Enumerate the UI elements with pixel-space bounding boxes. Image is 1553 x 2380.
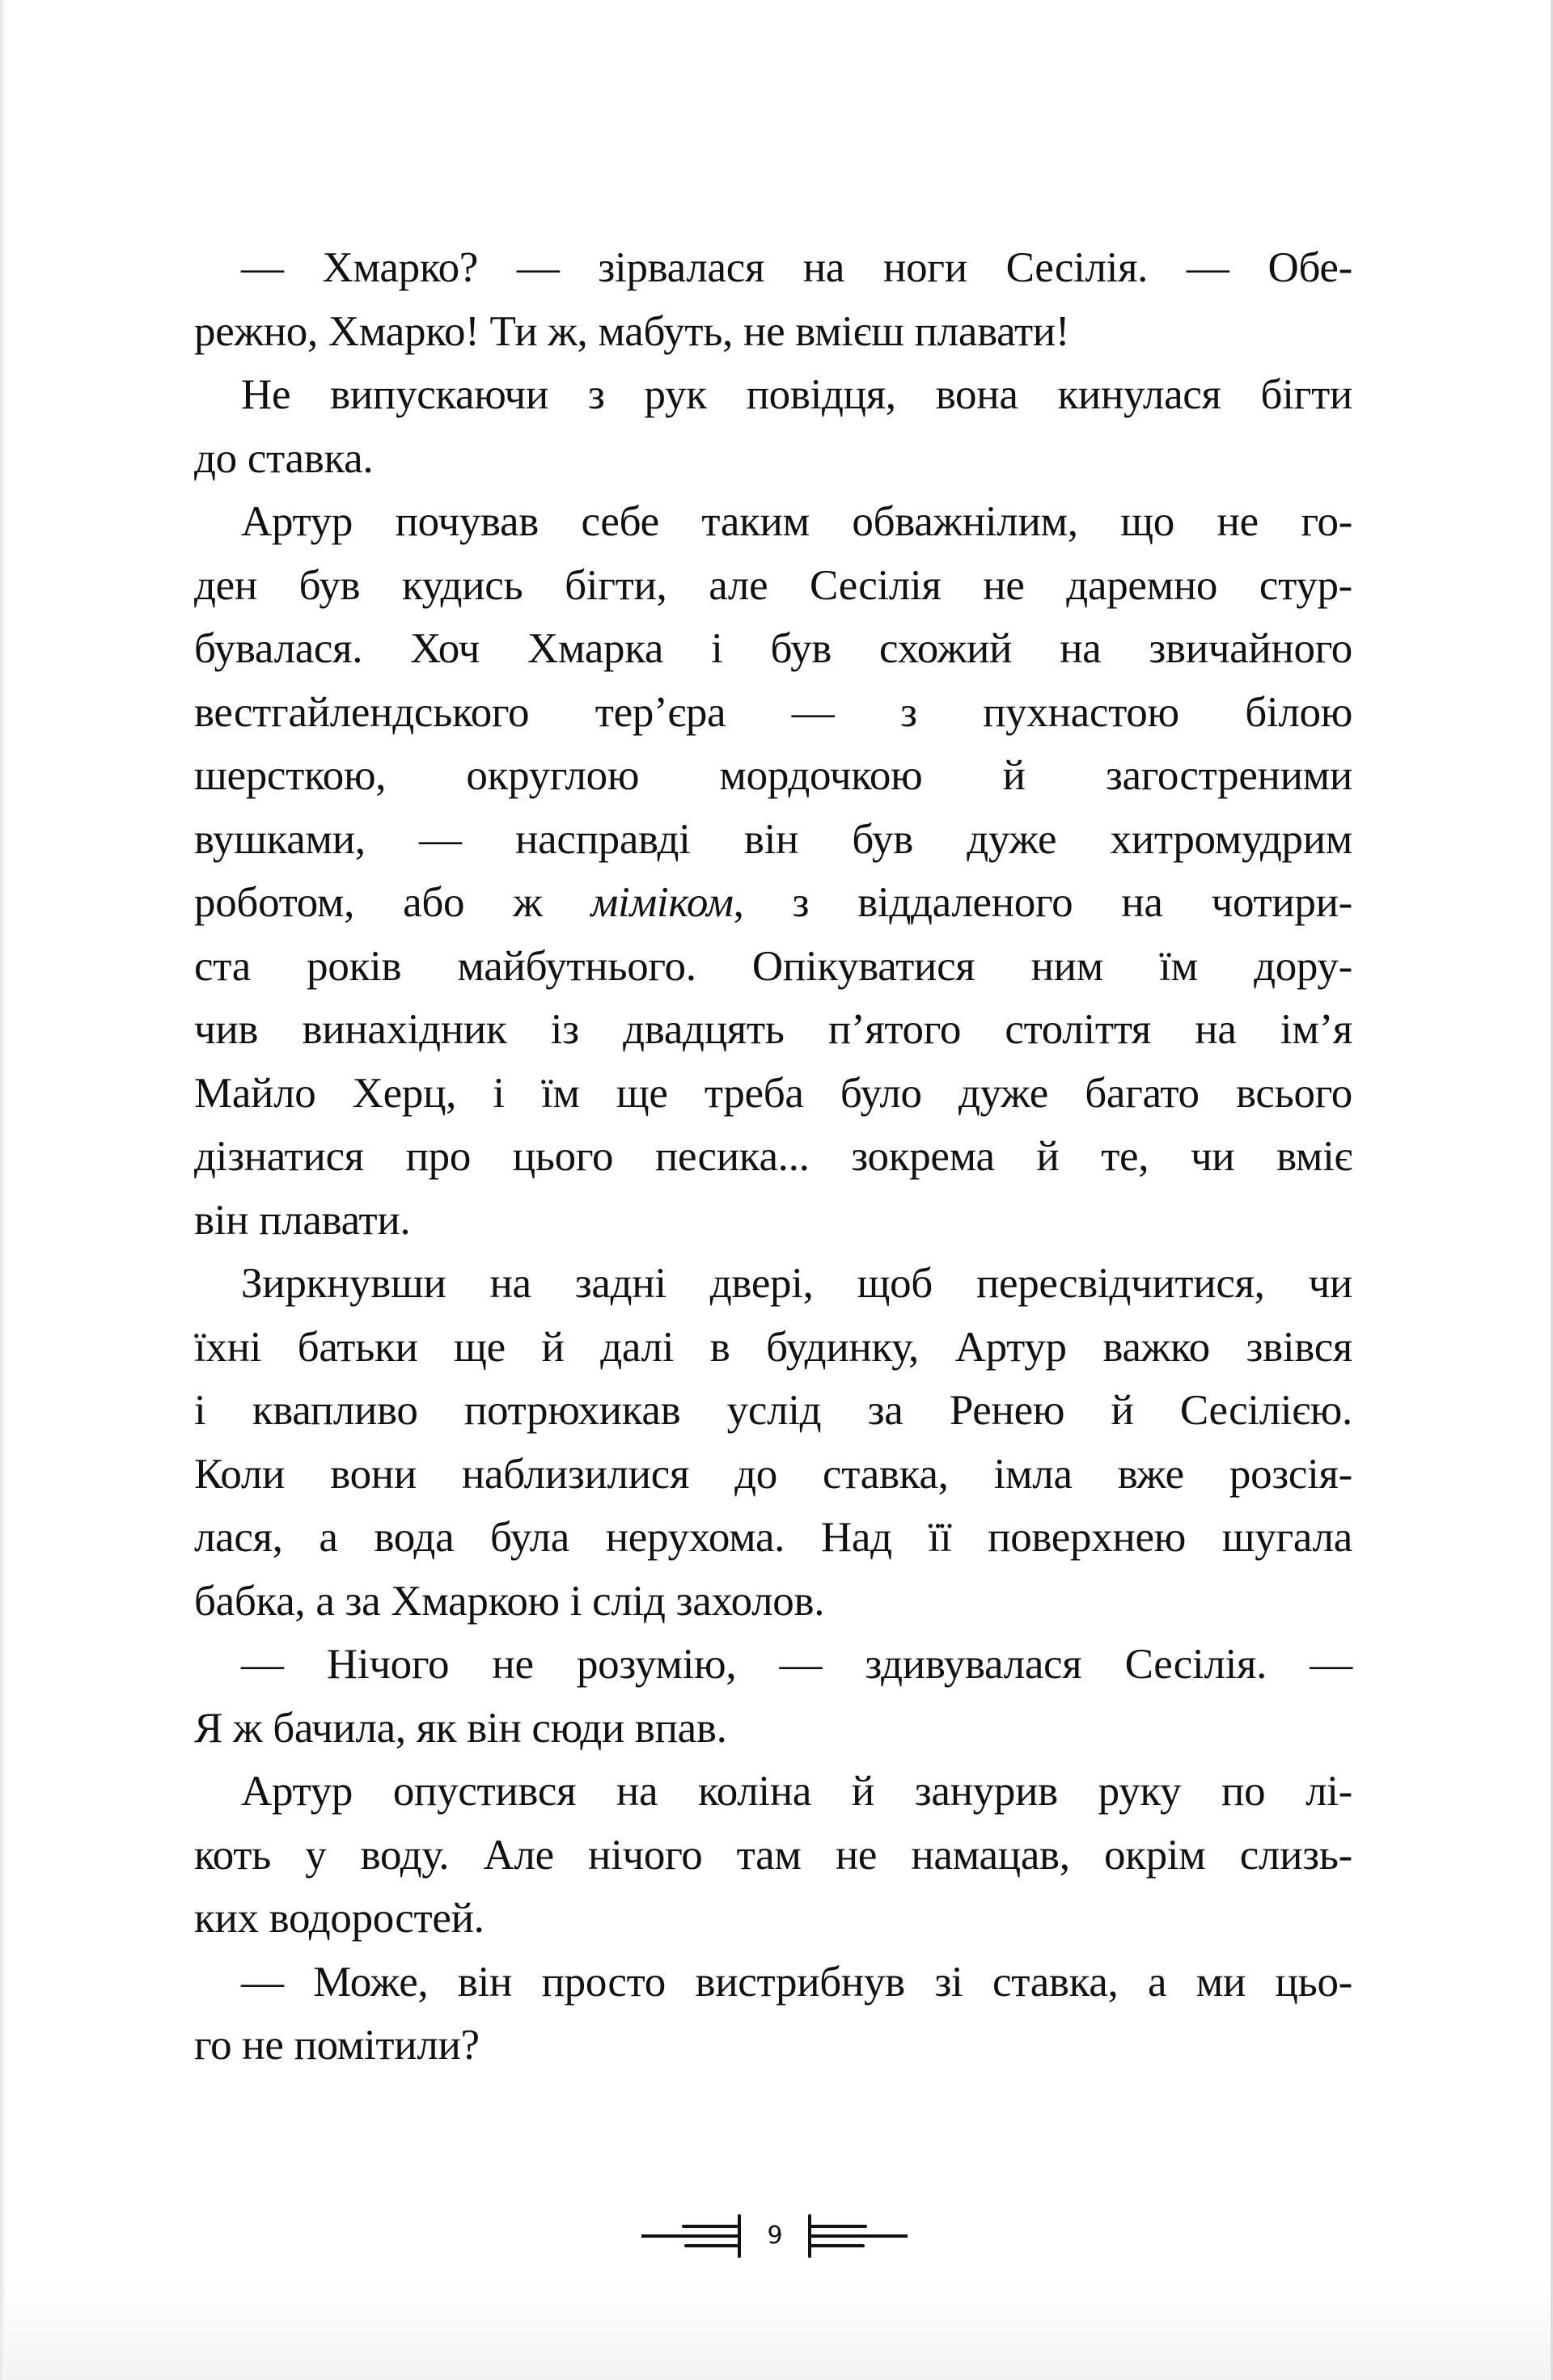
text-segment: ден був кудись бігти, але Сесілія не даремно стур- xyxy=(194,561,1352,609)
text-line xyxy=(194,1760,1352,1823)
text-line xyxy=(194,1570,1352,1633)
text-segment: Артур опустився на коліна й занурив руку по лі- xyxy=(241,1768,1352,1815)
text-segment: ких водоростей. xyxy=(194,1895,485,1942)
text-line-content xyxy=(194,427,1352,490)
text-line-content xyxy=(241,1951,1352,2014)
text-line xyxy=(194,1252,1352,1315)
text-line-content xyxy=(194,1125,1352,1188)
text-segment: Не випускаючи з рук повідця, вона кинулася бігти xyxy=(241,371,1352,418)
text-line-content xyxy=(194,1570,1352,1633)
text-line xyxy=(194,998,1352,1061)
text-segment: Майло Херц, і їм ще треба було дуже багато всього xyxy=(194,1069,1352,1117)
text-segment: Коли вони наблизилися до ставка, імла вже розсія- xyxy=(194,1450,1352,1498)
text-line-content xyxy=(194,1379,1352,1442)
text-line xyxy=(194,681,1352,744)
text-segment: Артур почував себе таким обважнілим, що не го- xyxy=(241,498,1352,545)
text-segment: шерсткою, округлою мордочкою й загостреними xyxy=(194,752,1352,799)
text-segment: коть у воду. Але нічого там не намацав, окрім слизь- xyxy=(194,1831,1352,1879)
text-segment: до ставка. xyxy=(194,434,374,482)
text-line xyxy=(194,808,1352,871)
text-line-content xyxy=(241,236,1352,299)
text-line-content xyxy=(194,871,1352,934)
text-line xyxy=(194,236,1352,299)
text-segment: го не помітили? xyxy=(194,2022,480,2069)
text-segment: роботом, або ж xyxy=(194,879,591,926)
text-line xyxy=(194,1189,1352,1252)
text-line xyxy=(194,1379,1352,1442)
text-line-content xyxy=(194,617,1352,680)
text-segment: дізнатися про цього песика... зокрема й те, чи вміє xyxy=(194,1133,1352,1180)
text-line-content xyxy=(241,363,1352,426)
text-line-content xyxy=(241,1760,1352,1823)
page-number-folio xyxy=(641,2214,908,2258)
text-line-content xyxy=(194,744,1352,807)
text-line-content xyxy=(194,300,1352,363)
text-line-content xyxy=(194,1824,1352,1887)
text-segment: Зиркнувши на задні двері, щоб пересвідчитися, чи xyxy=(241,1260,1352,1307)
text-line xyxy=(194,871,1352,934)
text-line-content xyxy=(194,554,1352,617)
text-line-content xyxy=(241,1252,1352,1315)
text-line xyxy=(194,427,1352,490)
text-line-content xyxy=(194,2014,1352,2077)
text-line xyxy=(194,363,1352,426)
text-line xyxy=(194,1951,1352,2014)
folio-ornament-right-icon xyxy=(806,2214,908,2258)
text-segment: лася, а вода була нерухома. Над її поверхнею шугала xyxy=(194,1514,1352,1561)
text-line xyxy=(194,490,1352,553)
text-line xyxy=(194,1443,1352,1506)
text-segment: режно, Хмарко! Ти ж, мабуть, не вмієш плавати! xyxy=(194,307,1070,355)
text-line-content xyxy=(194,1887,1352,1950)
text-line-content xyxy=(194,1443,1352,1506)
page-number: 9 xyxy=(767,2221,783,2250)
text-line-content xyxy=(194,998,1352,1061)
text-line xyxy=(194,935,1352,998)
text-line xyxy=(194,1316,1352,1379)
text-segment: ста років майбутнього. Опікуватися ним їм дору- xyxy=(194,942,1352,990)
text-segment: їхні батьки ще й далі в будинку, Артур важко звівся xyxy=(194,1323,1352,1371)
text-line-content xyxy=(194,935,1352,998)
folio-ornament-left-icon xyxy=(641,2214,743,2258)
text-line-content xyxy=(241,1633,1352,1696)
text-segment: бувалася. Хоч Хмарка і був схожий на звичайного xyxy=(194,625,1352,672)
text-line xyxy=(194,1633,1352,1696)
text-line xyxy=(194,1125,1352,1188)
text-segment: , з віддаленого на чотири- xyxy=(733,879,1352,926)
text-line-content xyxy=(194,1316,1352,1379)
text-segment: вушками, — насправді він був дуже хитромудрим xyxy=(194,815,1352,863)
text-line-content xyxy=(194,1506,1352,1569)
text-segment: бабка, а за Хмаркою і слід захолов. xyxy=(194,1577,825,1625)
text-segment: — Хмарко? — зірвалася на ноги Сесілія. — Обе- xyxy=(241,244,1352,291)
text-segment: він плавати. xyxy=(194,1196,411,1244)
text-line xyxy=(194,1506,1352,1569)
text-segment: — Нічого не розумію, — здивувалася Сесілія. — xyxy=(241,1641,1352,1688)
text-line xyxy=(194,554,1352,617)
text-line-content xyxy=(241,490,1352,553)
text-line-content xyxy=(194,1697,1352,1760)
text-line xyxy=(194,617,1352,680)
text-line xyxy=(194,1697,1352,1760)
text-line-content xyxy=(194,681,1352,744)
text-line xyxy=(194,1062,1352,1125)
italic-term: міміком xyxy=(590,879,734,926)
text-line xyxy=(194,744,1352,807)
text-line xyxy=(194,300,1352,363)
text-segment: — Може, він просто вистрибнув зі ставка, а ми цьо- xyxy=(241,1958,1352,2006)
text-segment: вестгайлендського тер’єра — з пухнастою білою xyxy=(194,688,1352,736)
text-segment: Я ж бачила, як він сюди впав. xyxy=(194,1704,727,1752)
text-line xyxy=(194,2014,1352,2077)
text-segment: чив винахідник із двадцять п’ятого століття на ім’я xyxy=(194,1006,1352,1053)
text-line-content xyxy=(194,808,1352,871)
page-edge-left xyxy=(0,0,5,2380)
text-line xyxy=(194,1824,1352,1887)
text-line-content xyxy=(194,1062,1352,1125)
text-line-content xyxy=(194,1189,1352,1252)
text-segment: і квапливо потрюхикав услід за Ренею й Сесілією. xyxy=(194,1387,1352,1434)
text-line xyxy=(194,1887,1352,1950)
